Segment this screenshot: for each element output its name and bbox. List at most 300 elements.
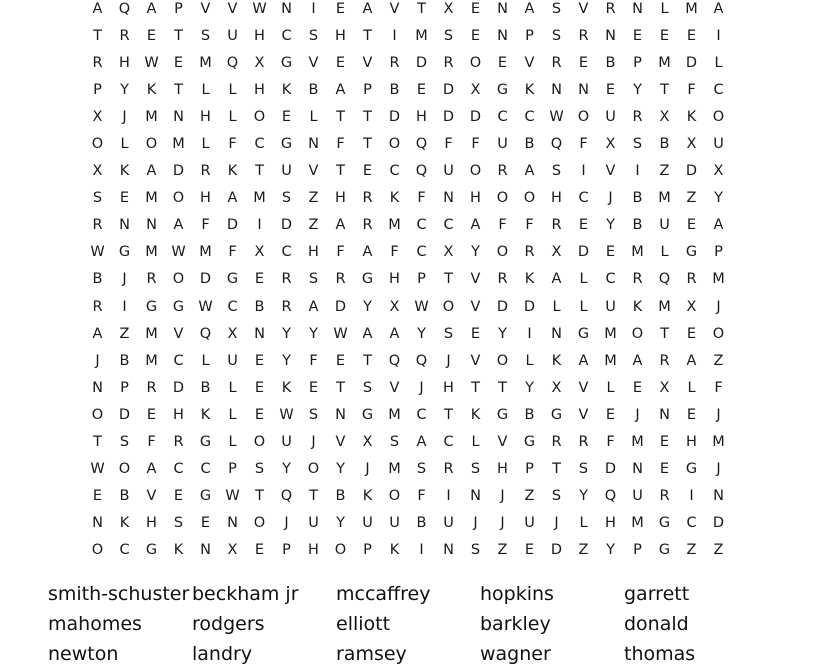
grid-letter: I [122, 298, 127, 315]
grid-letter: T [363, 352, 372, 369]
grid-letter: E [335, 0, 346, 17]
grid-letter: I [716, 27, 721, 44]
grid-letter: C [389, 163, 400, 180]
grid-letter: Q [388, 352, 401, 369]
grid-letter: R [173, 434, 184, 451]
grid-letter: H [119, 54, 130, 71]
grid-letter: H [335, 27, 346, 44]
grid-letter: Z [659, 163, 670, 180]
grid-letter: V [470, 271, 481, 288]
grid-letter: E [605, 81, 616, 98]
grid-letter: T [174, 81, 183, 98]
grid-letter: D [550, 542, 563, 559]
grid-letter: N [497, 27, 508, 44]
grid-letter: K [470, 406, 481, 423]
word-list-item: barkley [480, 613, 551, 635]
grid-letter: T [363, 27, 372, 44]
grid-letter: R [281, 271, 292, 288]
grid-letter: N [605, 27, 616, 44]
grid-letter: Z [713, 542, 724, 559]
grid-letter: L [228, 108, 237, 125]
grid-letter: A [146, 163, 157, 180]
grid-letter: H [254, 81, 265, 98]
grid-letter: H [551, 190, 562, 207]
grid-letter: R [524, 244, 535, 261]
grid-letter: P [633, 54, 642, 71]
grid-letter: O [388, 136, 401, 153]
grid-letter: R [281, 298, 292, 315]
grid-letter: B [416, 515, 427, 532]
grid-letter: Z [578, 542, 589, 559]
grid-letter: K [119, 163, 130, 180]
grid-letter: C [578, 190, 589, 207]
grid-letter: T [363, 136, 372, 153]
grid-letter: C [254, 136, 265, 153]
grid-letter: A [335, 217, 346, 234]
grid-letter: L [660, 0, 669, 17]
grid-letter: Q [226, 54, 239, 71]
grid-letter: D [577, 244, 590, 261]
grid-letter: T [255, 163, 264, 180]
grid-letter: R [632, 271, 643, 288]
grid-letter: R [659, 352, 670, 369]
grid-letter: C [281, 244, 292, 261]
grid-letter: Z [686, 190, 697, 207]
grid-letter: G [658, 515, 671, 532]
grid-letter: R [92, 54, 103, 71]
grid-letter: W [198, 298, 213, 315]
grid-letter: A [173, 217, 184, 234]
grid-letter: O [253, 515, 266, 532]
grid-letter: H [308, 542, 319, 559]
grid-letter: Y [120, 81, 129, 98]
grid-letter: F [471, 136, 480, 153]
grid-letter: Q [550, 136, 563, 153]
grid-letter: Q [199, 325, 212, 342]
word-list [48, 580, 768, 670]
grid-letter: A [389, 325, 400, 342]
grid-letter: A [146, 0, 157, 17]
grid-letter: J [500, 488, 505, 505]
grid-letter: B [119, 488, 130, 505]
grid-letter: M [145, 244, 158, 261]
grid-letter: R [362, 190, 373, 207]
grid-letter: U [362, 515, 373, 532]
grid-letter: G [280, 54, 293, 71]
grid-letter: R [659, 488, 670, 505]
grid-letter: J [419, 379, 424, 396]
grid-letter: F [444, 136, 453, 153]
grid-letter: J [284, 515, 289, 532]
grid-letter: G [118, 244, 131, 261]
grid-letter: P [282, 542, 291, 559]
grid-letter: R [335, 271, 346, 288]
grid-letter: W [90, 461, 105, 478]
grid-letter: E [632, 379, 643, 396]
grid-letter: E [173, 488, 184, 505]
grid-letter: Z [686, 542, 697, 559]
grid-letter: M [145, 108, 158, 125]
grid-letter: D [496, 298, 509, 315]
grid-letter: E [254, 379, 265, 396]
grid-letter: M [145, 325, 158, 342]
grid-letter: J [446, 352, 451, 369]
grid-letter: U [443, 515, 454, 532]
grid-letter: M [172, 136, 185, 153]
grid-letter: A [362, 244, 373, 261]
grid-letter: L [687, 379, 696, 396]
grid-letter: K [281, 379, 292, 396]
grid-letter: V [605, 163, 616, 180]
grid-letter: P [633, 542, 642, 559]
grid-letter: B [605, 54, 616, 71]
grid-letter: E [362, 163, 373, 180]
grid-letter: I [446, 488, 451, 505]
grid-letter: R [497, 163, 508, 180]
grid-letter: E [605, 406, 616, 423]
grid-letter: U [713, 136, 724, 153]
grid-letter: F [309, 352, 318, 369]
grid-letter: L [228, 434, 237, 451]
grid-letter: X [227, 542, 238, 559]
grid-letter: A [470, 217, 481, 234]
grid-letter: S [308, 271, 319, 288]
grid-letter: M [415, 27, 428, 44]
grid-letter: K [686, 108, 697, 125]
grid-letter: S [578, 461, 589, 478]
grid-letter: E [632, 27, 643, 44]
grid-letter: P [363, 81, 372, 98]
grid-letter: O [334, 542, 347, 559]
grid-letter: F [228, 136, 237, 153]
grid-letter: E [416, 81, 427, 98]
grid-letter: H [254, 27, 265, 44]
grid-letter: V [173, 325, 184, 342]
grid-letter: E [686, 217, 697, 234]
grid-letter: S [389, 434, 400, 451]
grid-letter: T [363, 108, 372, 125]
grid-letter: Y [363, 298, 372, 315]
grid-letter: U [659, 217, 670, 234]
grid-letter: S [551, 27, 562, 44]
grid-letter: V [389, 0, 400, 17]
grid-letter: F [498, 217, 507, 234]
grid-letter: L [228, 406, 237, 423]
grid-letter: I [257, 217, 262, 234]
grid-letter: P [174, 0, 183, 17]
grid-letter: E [686, 406, 697, 423]
grid-letter: J [500, 515, 505, 532]
grid-letter: J [311, 434, 316, 451]
grid-letter: J [716, 298, 721, 315]
grid-letter: D [685, 54, 698, 71]
grid-letter: R [632, 108, 643, 125]
grid-letter: Y [309, 325, 318, 342]
grid-letter: Y [633, 81, 642, 98]
grid-letter: R [497, 271, 508, 288]
grid-letter: L [201, 136, 210, 153]
grid-letter: T [336, 379, 345, 396]
grid-letter: K [119, 515, 130, 532]
grid-letter: L [471, 434, 480, 451]
grid-letter: P [363, 542, 372, 559]
grid-letter: N [200, 542, 211, 559]
grid-letter: H [200, 108, 211, 125]
grid-letter: E [146, 27, 157, 44]
grid-letter: A [632, 352, 643, 369]
grid-letter: N [632, 0, 643, 17]
grid-letter: X [227, 325, 238, 342]
grid-letter: X [92, 163, 103, 180]
grid-letter: L [579, 298, 588, 315]
grid-letter: S [254, 461, 265, 478]
grid-letter: C [605, 271, 616, 288]
grid-letter: H [470, 190, 481, 207]
grid-letter: M [658, 190, 671, 207]
grid-letter: H [605, 515, 616, 532]
grid-letter: I [527, 325, 532, 342]
grid-letter: D [523, 298, 536, 315]
grid-letter: D [280, 217, 293, 234]
grid-letter: Q [415, 136, 428, 153]
grid-letter: V [578, 0, 589, 17]
grid-letter: K [173, 542, 184, 559]
grid-letter: P [228, 461, 237, 478]
grid-letter: R [551, 434, 562, 451]
grid-letter: E [470, 27, 481, 44]
grid-letter: T [417, 0, 426, 17]
grid-letter: F [147, 434, 156, 451]
grid-letter: V [470, 298, 481, 315]
letter-grid [84, 0, 732, 564]
grid-letter: T [93, 27, 102, 44]
grid-letter: R [578, 27, 589, 44]
grid-letter: H [686, 434, 697, 451]
grid-letter: S [281, 190, 292, 207]
grid-letter: F [417, 190, 426, 207]
grid-letter: G [685, 244, 698, 261]
grid-letter: A [551, 271, 562, 288]
grid-letter: O [442, 298, 455, 315]
grid-letter: I [311, 0, 316, 17]
grid-letter: V [389, 379, 400, 396]
grid-letter: K [389, 190, 400, 207]
word-list-item: thomas [624, 643, 696, 665]
grid-letter: E [173, 54, 184, 71]
grid-letter: E [497, 54, 508, 71]
grid-letter: L [201, 81, 210, 98]
grid-letter: Q [604, 488, 617, 505]
grid-letter: U [605, 108, 616, 125]
grid-letter: N [146, 217, 157, 234]
word-list-item: mccaffrey [336, 583, 431, 605]
grid-letter: R [92, 217, 103, 234]
grid-letter: X [389, 298, 400, 315]
grid-letter: S [416, 461, 427, 478]
grid-letter: B [524, 136, 535, 153]
grid-letter: D [172, 163, 185, 180]
grid-letter: W [414, 298, 429, 315]
grid-letter: L [201, 352, 210, 369]
grid-letter: I [419, 542, 424, 559]
grid-letter: X [362, 434, 373, 451]
grid-letter: C [173, 352, 184, 369]
grid-letter: M [712, 434, 725, 451]
grid-letter: G [199, 488, 212, 505]
grid-letter: P [525, 461, 534, 478]
grid-letter: P [93, 81, 102, 98]
grid-letter: T [255, 488, 264, 505]
grid-letter: F [390, 244, 399, 261]
grid-letter: A [686, 352, 697, 369]
grid-letter: B [254, 298, 265, 315]
grid-letter: O [118, 461, 131, 478]
grid-letter: K [632, 298, 643, 315]
grid-letter: S [308, 27, 319, 44]
grid-letter: G [145, 542, 158, 559]
grid-letter: O [496, 244, 509, 261]
grid-letter: W [225, 488, 240, 505]
grid-letter: O [496, 352, 509, 369]
grid-letter: E [254, 352, 265, 369]
grid-letter: X [659, 379, 670, 396]
grid-letter: K [281, 81, 292, 98]
grid-letter: V [470, 352, 481, 369]
grid-letter: E [254, 271, 265, 288]
grid-letter: E [119, 190, 130, 207]
grid-letter: M [685, 0, 698, 17]
grid-letter: K [362, 488, 373, 505]
grid-letter: A [713, 0, 724, 17]
grid-letter: X [443, 244, 454, 261]
grid-letter: S [551, 163, 562, 180]
word-list-item: newton [48, 643, 119, 665]
grid-letter: X [254, 244, 265, 261]
grid-letter: F [606, 434, 615, 451]
grid-letter: N [335, 406, 346, 423]
grid-letter: R [605, 0, 616, 17]
word-list-item: garrett [624, 583, 690, 605]
grid-letter: R [443, 461, 454, 478]
grid-letter: C [200, 461, 211, 478]
grid-letter: G [226, 271, 239, 288]
grid-letter: B [92, 271, 103, 288]
grid-letter: B [632, 190, 643, 207]
grid-letter: X [659, 108, 670, 125]
grid-letter: A [227, 190, 238, 207]
word-list-item: wagner [480, 643, 551, 665]
grid-letter: O [469, 54, 482, 71]
grid-letter: D [712, 515, 725, 532]
grid-letter: C [173, 461, 184, 478]
word-list-item: smith-schuster [48, 583, 190, 605]
grid-letter: N [281, 0, 292, 17]
grid-letter: U [497, 136, 508, 153]
grid-letter: B [119, 352, 130, 369]
grid-letter: N [119, 217, 130, 234]
grid-letter: J [365, 461, 370, 478]
grid-letter: S [470, 461, 481, 478]
grid-letter: C [497, 108, 508, 125]
grid-letter: D [442, 108, 455, 125]
grid-letter: F [228, 244, 237, 261]
grid-letter: X [254, 54, 265, 71]
grid-letter: L [660, 244, 669, 261]
grid-letter: T [336, 163, 345, 180]
grid-letter: H [308, 244, 319, 261]
grid-letter: J [473, 515, 478, 532]
grid-letter: M [145, 190, 158, 207]
grid-letter: D [118, 406, 131, 423]
grid-letter: S [443, 27, 454, 44]
grid-letter: Y [282, 325, 291, 342]
grid-letter: U [281, 434, 292, 451]
grid-letter: B [308, 81, 319, 98]
grid-letter: G [496, 81, 509, 98]
grid-letter: D [334, 298, 347, 315]
word-list-item: ramsey [336, 643, 407, 665]
grid-letter: O [388, 488, 401, 505]
grid-letter: Z [308, 190, 319, 207]
grid-letter: Q [415, 352, 428, 369]
grid-letter: C [686, 515, 697, 532]
grid-letter: R [551, 217, 562, 234]
grid-letter: D [388, 108, 401, 125]
grid-letter: Y [336, 515, 345, 532]
grid-letter: Y [714, 190, 723, 207]
grid-letter: Y [282, 461, 291, 478]
grid-letter: L [525, 352, 534, 369]
grid-letter: L [552, 298, 561, 315]
grid-letter: S [173, 515, 184, 532]
grid-letter: Y [471, 244, 480, 261]
grid-letter: C [119, 542, 130, 559]
grid-letter: T [471, 379, 480, 396]
grid-letter: S [470, 542, 481, 559]
grid-letter: O [253, 108, 266, 125]
grid-letter: D [442, 81, 455, 98]
grid-letter: U [227, 352, 238, 369]
grid-letter: N [173, 108, 184, 125]
grid-letter: G [172, 298, 185, 315]
grid-letter: E [470, 0, 481, 17]
grid-letter: M [388, 461, 401, 478]
grid-letter: W [144, 54, 159, 71]
grid-letter: A [146, 461, 157, 478]
grid-letter: C [416, 406, 427, 423]
grid-letter: V [335, 434, 346, 451]
grid-letter: X [686, 298, 697, 315]
grid-letter: M [145, 352, 158, 369]
grid-letter: N [227, 515, 238, 532]
grid-letter: H [497, 461, 508, 478]
grid-letter: W [333, 325, 348, 342]
grid-letter: V [578, 406, 589, 423]
grid-letter: A [362, 325, 373, 342]
grid-letter: E [254, 542, 265, 559]
grid-letter: R [146, 271, 157, 288]
grid-letter: E [524, 542, 535, 559]
grid-letter: N [443, 190, 454, 207]
grid-letter: O [577, 108, 590, 125]
grid-letter: U [308, 515, 319, 532]
grid-letter: R [92, 298, 103, 315]
grid-letter: E [605, 244, 616, 261]
grid-letter: V [200, 0, 211, 17]
grid-letter: T [336, 108, 345, 125]
grid-letter: E [659, 27, 670, 44]
grid-letter: N [659, 406, 670, 423]
